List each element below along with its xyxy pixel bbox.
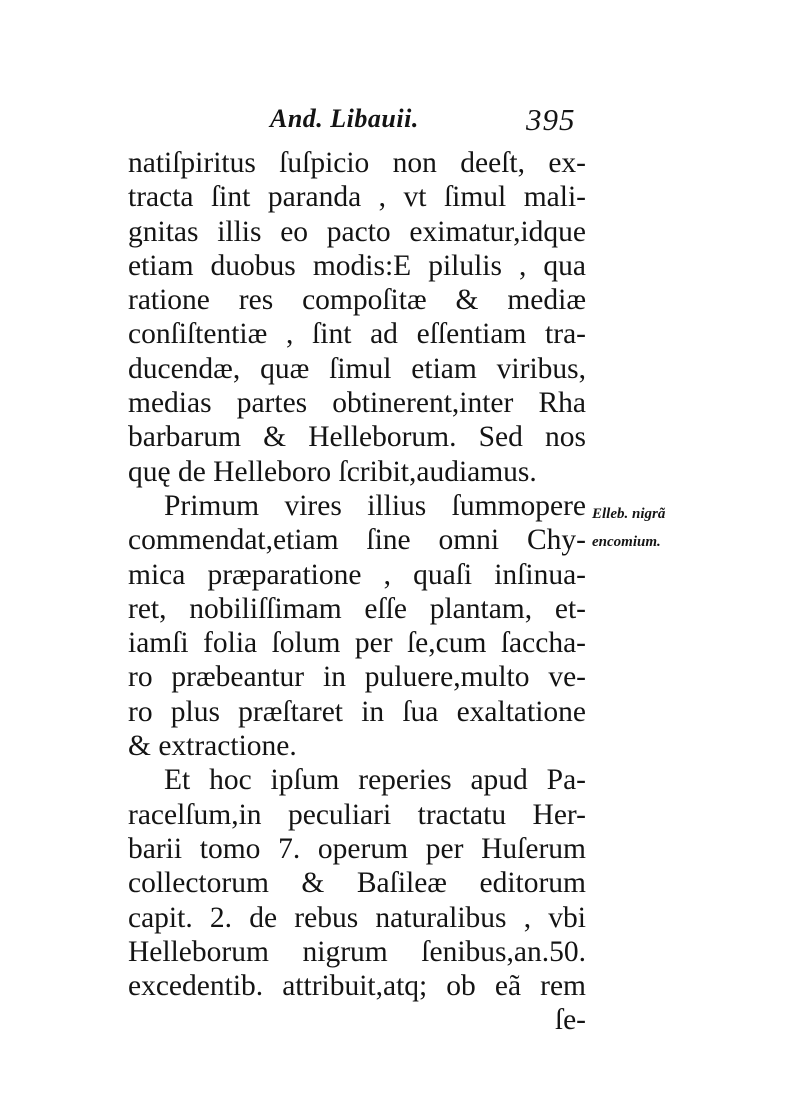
text-line: barii tomo 7. operum per Huſerum <box>128 832 586 865</box>
text-line: Helleborum nigrum ſenibus,an.50. <box>128 935 586 968</box>
text-line: excedentib. attribuit,atq; ob eã rem <box>128 970 586 1003</box>
text-line: iamſi folia ſolum per ſe,cum ſaccha- <box>128 627 586 660</box>
text-line: capit. 2. de rebus naturalibus , vbi <box>128 901 586 934</box>
text-line: & extractione. <box>128 730 297 763</box>
text-line: ratione res compoſitæ & mediæ <box>128 284 586 317</box>
text-line: etiam duobus modis:E pilulis , qua <box>128 249 586 282</box>
text-line: gnitas illis eo pacto eximatur,idque <box>128 215 586 248</box>
main-text-block <box>128 146 598 1038</box>
marginal-note-line: Elleb. nigrã <box>592 506 666 522</box>
text-line: ro plus præſtaret in ſua exaltatione <box>128 695 586 728</box>
text-line: ducendæ, quæ ſimul etiam viribus, <box>128 352 586 385</box>
text-line: conſiſtentiæ , ſint ad eſſentiam tra- <box>128 318 586 351</box>
text-line: ro præbeantur in puluere,multo ve- <box>128 661 586 694</box>
text-line: quę de Helleboro ſcribit,audiamus. <box>128 455 537 488</box>
marginal-note-line: encomium. <box>592 534 661 550</box>
text-line: tracta ſint paranda , vt ſimul mali- <box>128 181 586 214</box>
catchword: ſe- <box>554 1004 586 1037</box>
text-line: ret, nobiliſſimam eſſe plantam, et- <box>128 592 586 625</box>
text-line: Primum vires illius ſummopere <box>164 489 586 522</box>
text-line: collectorum & Baſileæ editorum <box>128 867 586 900</box>
running-title: And. Libauii. <box>270 104 419 133</box>
text-line: mica præparatione , quaſi inſinua- <box>128 558 586 591</box>
text-line: commendat,etiam ſine omni Chy- <box>128 524 586 557</box>
text-line: natiſpiritus ſuſpicio non deeſt, ex- <box>128 147 586 179</box>
text-line: Et hoc ipſum reperies apud Pa- <box>164 764 586 797</box>
text-line: medias partes obtinerent,inter Rha <box>128 387 586 420</box>
marginal-note <box>592 500 665 556</box>
page-number: 395 <box>526 102 576 137</box>
text-line: racelſum,in peculiari tractatu Her- <box>128 798 586 831</box>
text-line: barbarum & Helleborum. Sed nos <box>128 421 586 454</box>
